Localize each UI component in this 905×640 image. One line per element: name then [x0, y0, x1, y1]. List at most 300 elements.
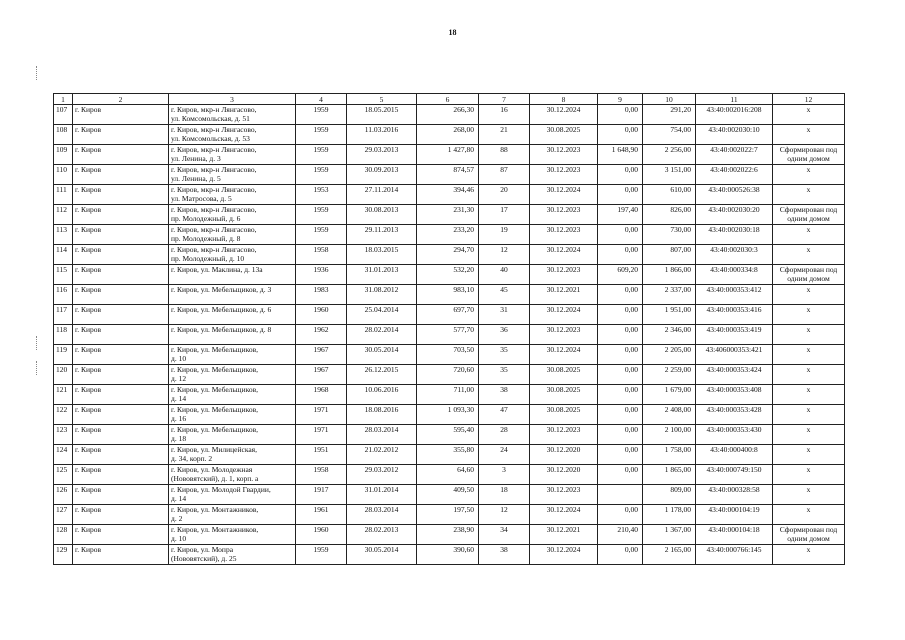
address-line-2: д. 10 [171, 354, 187, 363]
address-cell [169, 125, 296, 145]
city-cell: г. Киров [73, 545, 169, 565]
area-cell: 294,70 [417, 245, 479, 265]
residents-cell: 18 [479, 485, 530, 505]
address-line-2: пр. Молодежный, д. 10 [171, 254, 245, 263]
cadastral-number-cell: 43:406000353:421 [696, 345, 773, 365]
residents-cell: 12 [479, 505, 530, 525]
column-number: 5 [347, 94, 417, 105]
deadline-cell: 30.12.2020 [530, 465, 598, 485]
area-cell: 238,90 [417, 525, 479, 545]
residents-cell: 36 [479, 325, 530, 345]
deadline-cell: 30.12.2023 [530, 205, 598, 225]
value-9-cell: 1 648,90 [598, 145, 643, 165]
residents-cell: 38 [479, 545, 530, 565]
row-number-cell: 109 [54, 145, 73, 165]
residents-cell: 87 [479, 165, 530, 185]
address-line-1: г. Киров, ул. Милицейская, [171, 445, 258, 454]
margin-mark [36, 361, 38, 375]
address-line-1: г. Киров, ул. Мебельщиков, [171, 405, 259, 414]
address-line-1: г. Киров, ул. Мопра [171, 545, 234, 554]
address-line-2: д. 34, корп. 2 [171, 454, 213, 463]
cadastral-number-cell: 43:40:000334:8 [696, 265, 773, 285]
date-cell: 30.08.2013 [347, 205, 417, 225]
residents-cell: 12 [479, 245, 530, 265]
address-line-1: г. Киров, ул. Мебельщиков, [171, 365, 259, 374]
row-number-cell: 121 [54, 385, 73, 405]
row-number-cell: 125 [54, 465, 73, 485]
year-cell: 1983 [296, 285, 347, 305]
area-cell: 266,30 [417, 105, 479, 125]
value-9-cell: 0,00 [598, 385, 643, 405]
cadastral-number-cell: 43:40:000353:419 [696, 325, 773, 345]
year-cell: 1959 [296, 545, 347, 565]
table-row [54, 465, 845, 485]
address-cell [169, 385, 296, 405]
city-cell: г. Киров [73, 125, 169, 145]
value-9-cell: 0,00 [598, 245, 643, 265]
date-cell: 31.01.2014 [347, 485, 417, 505]
value-10-cell: 1 865,00 [643, 465, 696, 485]
date-cell: 30.09.2013 [347, 165, 417, 185]
value-10-cell: 2 408,00 [643, 405, 696, 425]
deadline-cell: 30.08.2025 [530, 125, 598, 145]
value-10-cell: 1 758,00 [643, 445, 696, 465]
row-number-cell: 111 [54, 185, 73, 205]
cadastral-number-cell: 43:40:002022:6 [696, 165, 773, 185]
city-cell: г. Киров [73, 365, 169, 385]
value-10-cell: 1 178,00 [643, 505, 696, 525]
address-line-1: г. Киров, мкр-н Лянгасово, [171, 145, 257, 154]
value-10-cell: 2 337,00 [643, 285, 696, 305]
value-9-cell: 0,00 [598, 545, 643, 565]
note-cell: х [773, 485, 845, 505]
city-cell: г. Киров [73, 345, 169, 365]
address-cell [169, 225, 296, 245]
residents-cell: 40 [479, 265, 530, 285]
address-cell [169, 185, 296, 205]
area-cell: 390,60 [417, 545, 479, 565]
note-cell: х [773, 165, 845, 185]
year-cell: 1959 [296, 125, 347, 145]
city-cell: г. Киров [73, 385, 169, 405]
address-line-1: г. Киров, ул. Мебельщиков, д. 8 [171, 325, 272, 334]
area-cell: 577,70 [417, 325, 479, 345]
margin-mark [36, 336, 38, 350]
year-cell: 1962 [296, 325, 347, 345]
table-row [54, 165, 845, 185]
city-cell: г. Киров [73, 425, 169, 445]
date-cell: 25.04.2014 [347, 305, 417, 325]
residents-cell: 28 [479, 425, 530, 445]
date-cell: 28.02.2014 [347, 325, 417, 345]
note-cell: х [773, 105, 845, 125]
value-9-cell: 0,00 [598, 105, 643, 125]
city-cell: г. Киров [73, 185, 169, 205]
deadline-cell: 30.12.2021 [530, 285, 598, 305]
address-line-1: г. Киров, ул. Мебельщиков, д. 6 [171, 305, 272, 314]
deadline-cell: 30.12.2020 [530, 445, 598, 465]
date-cell: 28.03.2014 [347, 505, 417, 525]
deadline-cell: 30.12.2023 [530, 265, 598, 285]
address-line-2: д. 16 [171, 414, 187, 423]
area-cell: 64,60 [417, 465, 479, 485]
note-cell: х [773, 305, 845, 325]
value-10-cell: 1 367,00 [643, 525, 696, 545]
area-cell: 711,00 [417, 385, 479, 405]
area-cell: 532,20 [417, 265, 479, 285]
cadastral-number-cell: 43:40:000353:430 [696, 425, 773, 445]
address-line-2: д. 14 [171, 494, 187, 503]
address-line-1: г. Киров, мкр-н Лянгасово, [171, 225, 257, 234]
address-line-1: г. Киров, ул. Мебельщиков, [171, 425, 259, 434]
table-row [54, 245, 845, 265]
residents-cell: 16 [479, 105, 530, 125]
table-row [54, 385, 845, 405]
area-cell: 355,80 [417, 445, 479, 465]
year-cell: 1959 [296, 225, 347, 245]
city-cell: г. Киров [73, 245, 169, 265]
value-10-cell: 2 256,00 [643, 145, 696, 165]
date-cell: 18.03.2015 [347, 245, 417, 265]
address-line-2: ул. Ленина, д. 3 [171, 154, 221, 163]
value-9-cell: 0,00 [598, 185, 643, 205]
row-number-cell: 129 [54, 545, 73, 565]
row-number-cell: 128 [54, 525, 73, 545]
column-number: 9 [598, 94, 643, 105]
note-cell: х [773, 465, 845, 485]
row-number-cell: 120 [54, 365, 73, 385]
column-number: 10 [643, 94, 696, 105]
year-cell: 1959 [296, 145, 347, 165]
address-line-2: (Нововятский), д. 25 [171, 554, 237, 563]
address-cell [169, 285, 296, 305]
value-9-cell: 197,40 [598, 205, 643, 225]
value-9-cell: 0,00 [598, 325, 643, 345]
date-cell: 31.08.2012 [347, 285, 417, 305]
year-cell: 1936 [296, 265, 347, 285]
city-cell: г. Киров [73, 305, 169, 325]
address-line-1: г. Киров, ул. Молодой Гвардии, [171, 485, 271, 494]
table-row [54, 525, 845, 545]
cadastral-number-cell: 43:40:000104:18 [696, 525, 773, 545]
value-9-cell: 0,00 [598, 285, 643, 305]
residents-cell: 3 [479, 465, 530, 485]
housing-table [53, 93, 845, 565]
address-line-1: г. Киров, мкр-н Лянгасово, [171, 165, 257, 174]
deadline-cell: 30.12.2021 [530, 525, 598, 545]
deadline-cell: 30.08.2025 [530, 405, 598, 425]
value-10-cell: 2 346,00 [643, 325, 696, 345]
residents-cell: 47 [479, 405, 530, 425]
area-cell: 1 093,30 [417, 405, 479, 425]
city-cell: г. Киров [73, 145, 169, 165]
value-9-cell: 0,00 [598, 465, 643, 485]
deadline-cell: 30.12.2023 [530, 165, 598, 185]
cadastral-number-cell: 43:40:002030:18 [696, 225, 773, 245]
row-number-cell: 118 [54, 325, 73, 345]
city-cell: г. Киров [73, 265, 169, 285]
address-line-2: ул. Матросова, д. 5 [171, 194, 232, 203]
date-cell: 28.03.2014 [347, 425, 417, 445]
area-cell: 409,50 [417, 485, 479, 505]
area-cell: 268,00 [417, 125, 479, 145]
table-row [54, 145, 845, 165]
area-cell: 983,10 [417, 285, 479, 305]
deadline-cell: 30.12.2024 [530, 185, 598, 205]
value-9-cell: 210,40 [598, 525, 643, 545]
date-cell: 10.06.2016 [347, 385, 417, 405]
row-number-cell: 115 [54, 265, 73, 285]
column-number: 7 [479, 94, 530, 105]
note-cell: х [773, 185, 845, 205]
year-cell: 1959 [296, 205, 347, 225]
column-number: 11 [696, 94, 773, 105]
deadline-cell: 30.12.2024 [530, 505, 598, 525]
year-cell: 1959 [296, 105, 347, 125]
cadastral-number-cell: 43:40:000353:412 [696, 285, 773, 305]
table-row [54, 225, 845, 245]
note-cell: х [773, 405, 845, 425]
value-9-cell: 0,00 [598, 445, 643, 465]
year-cell: 1953 [296, 185, 347, 205]
value-9-cell: 609,20 [598, 265, 643, 285]
area-cell: 197,50 [417, 505, 479, 525]
row-number-cell: 114 [54, 245, 73, 265]
year-cell: 1971 [296, 405, 347, 425]
year-cell: 1951 [296, 445, 347, 465]
column-number: 4 [296, 94, 347, 105]
address-line-2: д. 2 [171, 514, 183, 523]
area-cell: 231,30 [417, 205, 479, 225]
year-cell: 1961 [296, 505, 347, 525]
deadline-cell: 30.12.2024 [530, 545, 598, 565]
note-cell: х [773, 425, 845, 445]
cadastral-number-cell: 43:40:000766:145 [696, 545, 773, 565]
column-number: 12 [773, 94, 845, 105]
margin-mark [36, 66, 38, 80]
city-cell: г. Киров [73, 485, 169, 505]
value-10-cell: 2 205,00 [643, 345, 696, 365]
value-10-cell: 3 151,00 [643, 165, 696, 185]
column-number: 8 [530, 94, 598, 105]
note-cell: х [773, 345, 845, 365]
table-row [54, 505, 845, 525]
note-cell: х [773, 285, 845, 305]
date-cell: 18.05.2015 [347, 105, 417, 125]
address-line-2: ул. Ленина, д. 5 [171, 174, 221, 183]
address-line-2: (Нововятский), д. 1, корп. а [171, 474, 259, 483]
row-number-cell: 123 [54, 425, 73, 445]
residents-cell: 35 [479, 365, 530, 385]
row-number-cell: 122 [54, 405, 73, 425]
date-cell: 29.03.2012 [347, 465, 417, 485]
residents-cell: 34 [479, 525, 530, 545]
date-cell: 28.02.2013 [347, 525, 417, 545]
city-cell: г. Киров [73, 285, 169, 305]
row-number-cell: 119 [54, 345, 73, 365]
table-row [54, 285, 845, 305]
address-line-1: г. Киров, ул. Мебельщиков, д. 3 [171, 285, 272, 294]
address-line-2: ул. Комсомольская, д. 53 [171, 134, 250, 143]
area-cell: 720,60 [417, 365, 479, 385]
address-cell [169, 165, 296, 185]
area-cell: 1 427,80 [417, 145, 479, 165]
table-row [54, 545, 845, 565]
address-line-1: г. Киров, ул. Монтажников, [171, 505, 259, 514]
deadline-cell: 30.08.2025 [530, 365, 598, 385]
residents-cell: 35 [479, 345, 530, 365]
year-cell: 1967 [296, 365, 347, 385]
year-cell: 1960 [296, 305, 347, 325]
address-line-1: г. Киров, мкр-н Лянгасово, [171, 205, 257, 214]
value-10-cell: 1 866,00 [643, 265, 696, 285]
address-cell [169, 405, 296, 425]
area-cell: 394,46 [417, 185, 479, 205]
address-line-1: г. Киров, ул. Маклина, д. 13а [171, 265, 263, 274]
area-cell: 703,50 [417, 345, 479, 365]
column-number-row [54, 94, 845, 105]
address-line-1: г. Киров, ул. Мебельщиков, [171, 345, 259, 354]
value-9-cell [598, 485, 643, 505]
value-10-cell: 807,00 [643, 245, 696, 265]
row-number-cell: 107 [54, 105, 73, 125]
deadline-cell: 30.12.2023 [530, 145, 598, 165]
address-cell [169, 365, 296, 385]
address-cell [169, 545, 296, 565]
note-cell: х [773, 365, 845, 385]
address-line-2: д. 18 [171, 434, 187, 443]
note-cell: Сформирован под одним домом [773, 265, 845, 285]
residents-cell: 20 [479, 185, 530, 205]
cadastral-number-cell: 43:40:000749:150 [696, 465, 773, 485]
value-10-cell: 1 951,00 [643, 305, 696, 325]
value-9-cell: 0,00 [598, 225, 643, 245]
value-10-cell: 809,00 [643, 485, 696, 505]
table-row [54, 105, 845, 125]
date-cell: 29.03.2013 [347, 145, 417, 165]
value-10-cell: 610,00 [643, 185, 696, 205]
address-cell [169, 105, 296, 125]
value-10-cell: 2 100,00 [643, 425, 696, 445]
cadastral-number-cell: 43:40:002022:7 [696, 145, 773, 165]
date-cell: 30.05.2014 [347, 345, 417, 365]
note-cell: Сформирован под одним домом [773, 525, 845, 545]
cadastral-number-cell: 43:40:002030:20 [696, 205, 773, 225]
column-number: 2 [73, 94, 169, 105]
note-cell: х [773, 445, 845, 465]
address-line-1: г. Киров, мкр-н Лянгасово, [171, 125, 257, 134]
address-cell [169, 505, 296, 525]
value-10-cell: 2 259,00 [643, 365, 696, 385]
date-cell: 18.08.2016 [347, 405, 417, 425]
row-number-cell: 110 [54, 165, 73, 185]
address-cell [169, 485, 296, 505]
city-cell: г. Киров [73, 465, 169, 485]
table-row [54, 405, 845, 425]
column-number: 3 [169, 94, 296, 105]
date-cell: 21.02.2012 [347, 445, 417, 465]
address-cell [169, 345, 296, 365]
address-cell [169, 205, 296, 225]
value-9-cell: 0,00 [598, 125, 643, 145]
city-cell: г. Киров [73, 405, 169, 425]
value-9-cell: 0,00 [598, 365, 643, 385]
value-10-cell: 2 165,00 [643, 545, 696, 565]
cadastral-number-cell: 43:40:002016:208 [696, 105, 773, 125]
note-cell: х [773, 125, 845, 145]
table-row [54, 445, 845, 465]
value-9-cell: 0,00 [598, 165, 643, 185]
residents-cell: 38 [479, 385, 530, 405]
city-cell: г. Киров [73, 225, 169, 245]
deadline-cell: 30.12.2023 [530, 425, 598, 445]
note-cell: Сформирован под одним домом [773, 145, 845, 165]
row-number-cell: 116 [54, 285, 73, 305]
deadline-cell: 30.12.2023 [530, 485, 598, 505]
date-cell: 11.03.2016 [347, 125, 417, 145]
table-row [54, 365, 845, 385]
note-cell: х [773, 325, 845, 345]
address-cell [169, 145, 296, 165]
address-cell [169, 325, 296, 345]
value-10-cell: 730,00 [643, 225, 696, 245]
value-9-cell: 0,00 [598, 505, 643, 525]
address-line-1: г. Киров, мкр-н Лянгасово, [171, 245, 257, 254]
year-cell: 1958 [296, 465, 347, 485]
residents-cell: 24 [479, 445, 530, 465]
city-cell: г. Киров [73, 165, 169, 185]
address-cell [169, 465, 296, 485]
residents-cell: 45 [479, 285, 530, 305]
city-cell: г. Киров [73, 105, 169, 125]
year-cell: 1968 [296, 385, 347, 405]
table-row [54, 345, 845, 365]
residents-cell: 88 [479, 145, 530, 165]
residents-cell: 19 [479, 225, 530, 245]
year-cell: 1917 [296, 485, 347, 505]
table-row [54, 485, 845, 505]
cadastral-number-cell: 43:40:000353:424 [696, 365, 773, 385]
deadline-cell: 30.12.2024 [530, 105, 598, 125]
row-number-cell: 117 [54, 305, 73, 325]
deadline-cell: 30.12.2024 [530, 345, 598, 365]
address-line-2: пр. Молодежный, д. 6 [171, 214, 241, 223]
cadastral-number-cell: 43:40:000400:8 [696, 445, 773, 465]
address-line-1: г. Киров, ул. Монтажников, [171, 525, 259, 534]
date-cell: 26.12.2015 [347, 365, 417, 385]
year-cell: 1971 [296, 425, 347, 445]
note-cell: х [773, 245, 845, 265]
table-row [54, 205, 845, 225]
deadline-cell: 30.12.2023 [530, 325, 598, 345]
address-line-1: г. Киров, ул. Молодежная [171, 465, 253, 474]
row-number-cell: 126 [54, 485, 73, 505]
area-cell: 595,40 [417, 425, 479, 445]
deadline-cell: 30.12.2024 [530, 305, 598, 325]
deadline-cell: 30.08.2025 [530, 385, 598, 405]
value-10-cell: 754,00 [643, 125, 696, 145]
address-line-2: д. 14 [171, 394, 187, 403]
date-cell: 30.05.2014 [347, 545, 417, 565]
note-cell: х [773, 385, 845, 405]
date-cell: 29.11.2013 [347, 225, 417, 245]
date-cell: 27.11.2014 [347, 185, 417, 205]
table-row [54, 425, 845, 445]
address-line-1: г. Киров, мкр-н Лянгасово, [171, 185, 257, 194]
residents-cell: 21 [479, 125, 530, 145]
address-line-1: г. Киров, ул. Мебельщиков, [171, 385, 259, 394]
cadastral-number-cell: 43:40:002030:10 [696, 125, 773, 145]
